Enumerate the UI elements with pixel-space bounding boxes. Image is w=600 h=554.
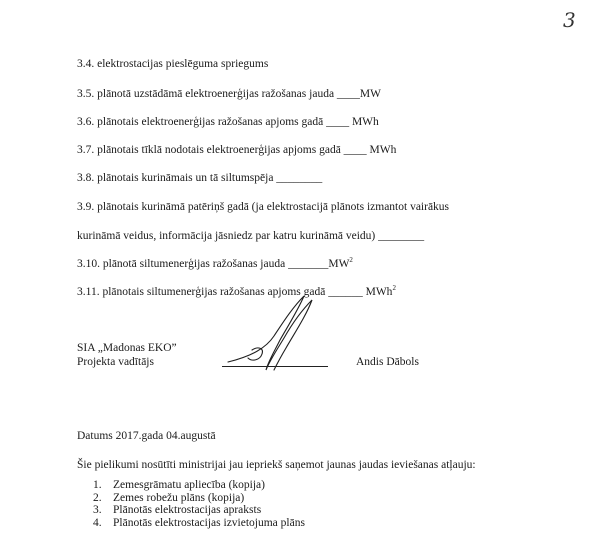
attachment-item — [93, 479, 305, 492]
attachment-number: 4. — [93, 516, 102, 529]
document-date: Datums 2017.gada 04.augustā — [77, 430, 216, 442]
attachment-text: Plānotās elektrostacijas apraksts — [113, 504, 262, 516]
item-3-7: 3.7. plānotais tīklā nodotais elektroenerģijas apjoms gadā ____ MWh — [77, 144, 397, 156]
attachment-number: 3. — [93, 504, 102, 516]
attachment-number: 2. — [93, 491, 102, 504]
attachment-text: Plānotās elektrostacijas izvietojuma plāns — [113, 516, 305, 529]
signature-line — [222, 366, 328, 367]
item-3-11-superscript: 2 — [392, 284, 396, 293]
attachment-item — [93, 492, 305, 505]
attachment-text: Zemesgrāmatu apliecība (kopija) — [113, 479, 265, 491]
item-3-4: 3.4. elektrostacijas pieslēguma spriegums — [77, 58, 269, 70]
signer-name: Andis Dābols — [356, 356, 419, 368]
item-3-11-text: 3.11. plānotais siltumenerģijas ražošanas apjoms gadā ______ MWh — [77, 286, 393, 298]
attachment-text: Zemes robežu plāns (kopija) — [113, 491, 245, 504]
item-3-5: 3.5. plānotā uzstādāmā elektroenerģijas ražošanas jauda ____MW — [77, 88, 381, 100]
attachment-item — [93, 504, 305, 517]
item-3-10 — [77, 258, 353, 270]
company-name: SIA „Madonas EKO” — [77, 342, 177, 354]
item-3-10-text: 3.10. plānotā siltumenerģijas ražošanas jauda _______MW — [77, 258, 350, 270]
item-3-8: 3.8. plānotais kurināmais un tā siltumspēja ________ — [77, 172, 323, 184]
item-3-10-superscript: 2 — [349, 256, 353, 265]
attachments-list — [93, 479, 305, 529]
page-number: 3 — [563, 8, 576, 32]
item-3-6: 3.6. plānotais elektroenerģijas ražošanas apjoms gadā ____ MWh — [77, 116, 379, 128]
item-3-9: 3.9. plānotais kurināmā patēriņš gadā (ja elektrostacijā plānots izmantot vairākus — [77, 201, 450, 213]
attachment-item — [93, 517, 305, 530]
attachments-intro: Šie pielikumi nosūtīti ministrijai jau iepriekš saņemot jaunas jaudas ieviešanas atļauju: — [77, 459, 476, 471]
item-3-9-continued: kurināmā veidus, informācija jāsniedz par katru kurināmā veidu) ________ — [77, 230, 425, 242]
signer-position: Projekta vadītājs — [77, 356, 154, 368]
handwritten-signature — [222, 290, 332, 375]
attachment-number: 1. — [93, 479, 102, 491]
